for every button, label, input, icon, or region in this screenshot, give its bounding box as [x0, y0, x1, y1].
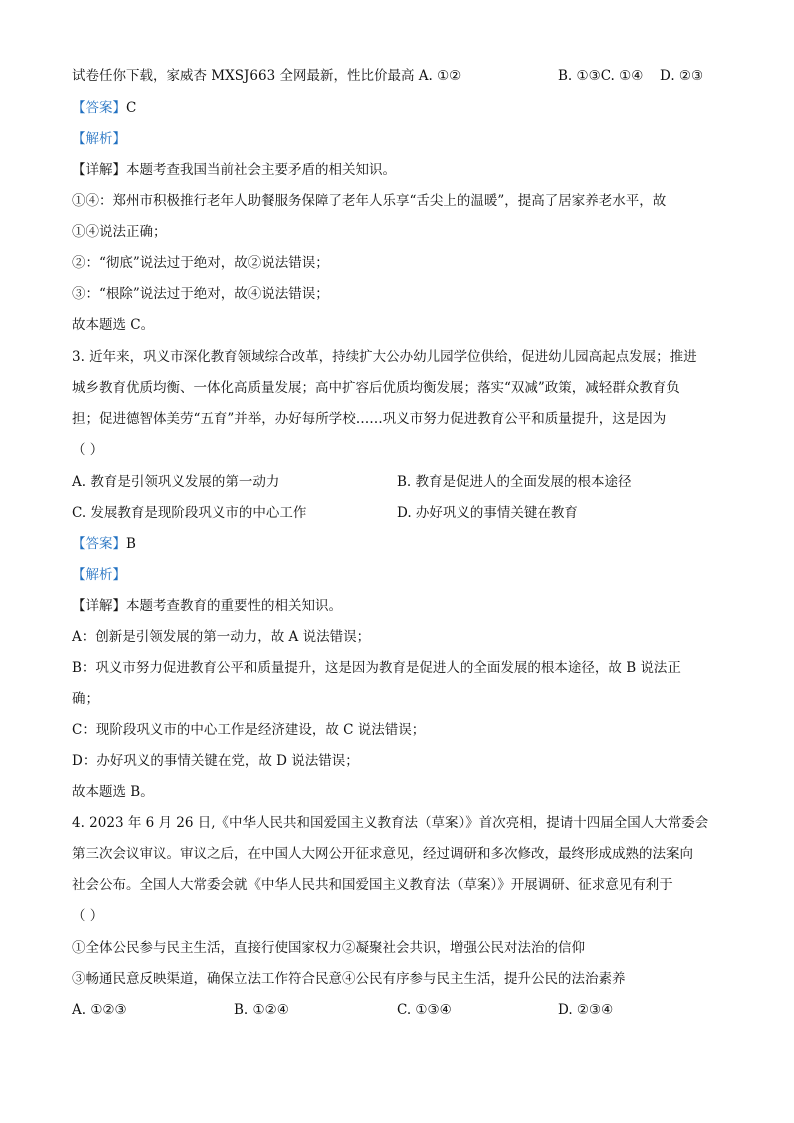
- detail-tag: 【详解】: [72, 598, 126, 614]
- q3-explanation-line: 确；: [72, 691, 99, 707]
- q3-stem-line: 城乡教育优质均衡、一体化高质量发展；高中扩容后优质均衡发展；落实“双减”政策，减轻群众教育负: [72, 380, 680, 396]
- answer-tag: 【答案】: [72, 100, 126, 116]
- q3-answer: B: [126, 536, 136, 552]
- q4-statement-line: ①全体公民参与民主生活，直接行使国家权力②凝聚社会共识，增强公民对法治的信仰: [72, 940, 585, 956]
- q4-statement-line: ③畅通民意反映渠道，确保立法工作符合民意④公民有序参与民主生活，提升公民的法治素养: [72, 971, 626, 987]
- q2-explanation-line: ③：“根除”说法过于绝对，故④说法错误；: [72, 286, 329, 302]
- analysis-tag: 【解析】: [72, 131, 126, 147]
- q4-stem-line: 社会公布。全国人大常委会就《中华人民共和国爱国主义教育法（草案）》开展调研、征求意见有利于: [72, 877, 673, 893]
- q3-analysis-tag: [72, 565, 126, 585]
- q3-option-a: A. 教育是引领巩义发展的第一动力: [72, 474, 280, 490]
- header-option-d: D. ②③: [660, 68, 704, 84]
- q4-option-a: A. ①②③: [72, 1002, 127, 1018]
- q3-conclusion: 故本题选 B。: [72, 784, 154, 800]
- answer-tag: 【答案】: [72, 536, 126, 552]
- analysis-tag: 【解析】: [72, 567, 126, 583]
- q3-blank: （ ）: [72, 442, 104, 458]
- q4-stem-line: 4. 2023 年 6 月 26 日,《中华人民共和国爱国主义教育法（草案）》首次亮相，提请十四届全国人大常委会: [72, 815, 709, 831]
- header-option-b: B. ①③C. ①④: [558, 68, 644, 84]
- q2-answer-row: [72, 98, 136, 118]
- q3-explanation-line: C：现阶段巩义市的中心工作是经济建设，故 C 说法错误；: [72, 722, 426, 738]
- q2-explanation-line: ①④：郑州市积极推行老年人助餐服务保障了老年人乐享“舌尖上的温暖”，提高了居家养老水平，故: [72, 193, 667, 209]
- q3-explanation-line: D：办好巩义的事情关键在党，故 D 说法错误；: [72, 753, 359, 769]
- q2-explanation-line: ①④说法正确；: [72, 224, 167, 240]
- q3-stem-line: 3. 近年来，巩义市深化教育领域综合改革，持续扩大公办幼儿园学位供给，促进幼儿园高起点发展；推进: [72, 349, 697, 365]
- q3-detail-row: [72, 596, 342, 616]
- q2-detail-row: [72, 160, 396, 180]
- q4-option-d: D. ②③④: [558, 1002, 614, 1018]
- q3-option-b: B. 教育是促进人的全面发展的根本途径: [397, 474, 632, 490]
- q3-option-c: C. 发展教育是现阶段巩义市的中心工作: [72, 505, 307, 521]
- q4-blank: （ ）: [72, 908, 104, 924]
- q3-option-d: D. 办好巩义的事情关键在教育: [397, 505, 578, 521]
- detail-tag: 【详解】: [72, 162, 126, 178]
- q3-explanation-line: B：巩义市努力促进教育公平和质量提升，这是因为教育是促进人的全面发展的根本途径，故 B 说法正: [72, 660, 681, 676]
- q3-answer-row: [72, 534, 136, 554]
- q2-conclusion: 故本题选 C。: [72, 317, 155, 333]
- q4-option-b: B. ①②④: [234, 1002, 289, 1018]
- q3-detail-text: 本题考查教育的重要性的相关知识。: [126, 598, 342, 614]
- q2-detail-text: 本题考查我国当前社会主要矛盾的相关知识。: [126, 162, 396, 178]
- header-text: 试卷任你下载，家威杏 MXSJ663 全网最新，性比价最高 A. ①②: [72, 68, 462, 84]
- q3-stem-line: 担；促进德智体美劳“五育”并举，办好每所学校……巩义市努力促进教育公平和质量提升，这是因为: [72, 411, 667, 427]
- q2-answer: C: [126, 100, 137, 116]
- q2-explanation-line: ②：“彻底”说法过于绝对，故②说法错误；: [72, 255, 329, 271]
- q4-option-c: C. ①③④: [397, 1002, 452, 1018]
- q2-analysis-tag: [72, 129, 126, 149]
- q4-stem-line: 第三次会议审议。审议之后，在中国人大网公开征求意见，经过调研和多次修改，最终形成成熟的法案向: [72, 846, 693, 862]
- q3-explanation-line: A：创新是引领发展的第一动力，故 A 说法错误；: [72, 629, 371, 645]
